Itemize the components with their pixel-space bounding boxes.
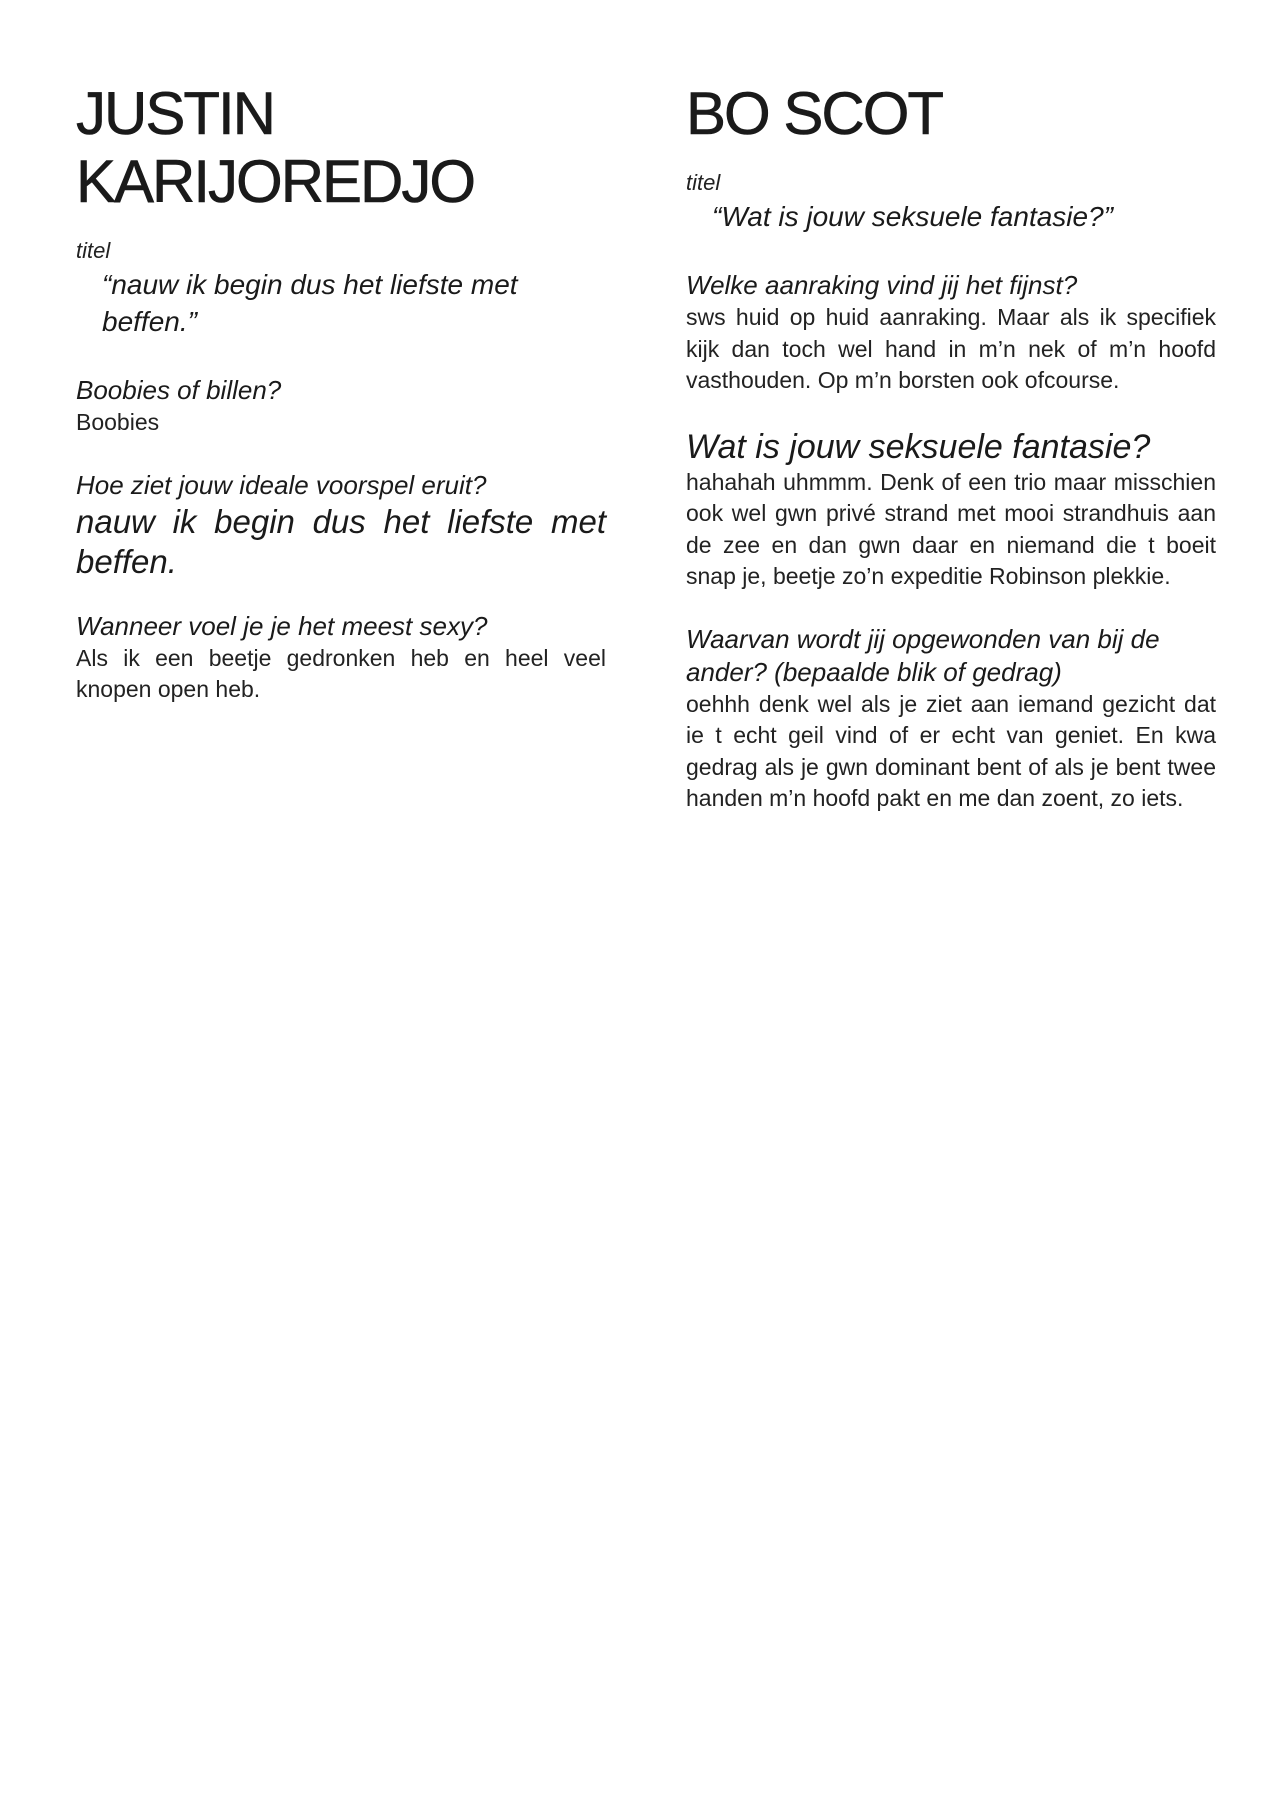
- person-name: JUSTIN KARIJOREDJO: [76, 80, 475, 215]
- qa-item: [686, 427, 1216, 593]
- qa-item: [76, 374, 606, 439]
- answer: oehhh denk wel als je ziet aan iemand gezicht dat ie t echt geil vind of er echt van geniet. En kwa gedrag als je gwn dominant bent of als je bent twee handen m’n hoofd pakt en me dan zoent, zo iets.: [686, 690, 1216, 811]
- answer: hahahah uhmmm. Denk of een trio maar misschien ook wel gwn privé strand met mooi strandhuis aan de zee en dan gwn daar en niemand die t boeit snap je, beetje zo’n expeditie Robinson plekkie.: [686, 468, 1216, 589]
- answer: Als ik een beetje gedronken heb en heel veel knopen open heb.: [76, 644, 606, 702]
- question: Welke aanraking vind jij het fijnst?: [686, 270, 1078, 300]
- left-column: [76, 80, 606, 706]
- title-quote: “nauw ik begin dus het liefste met beffen.”: [102, 269, 518, 337]
- answer: nauw ik begin dus het liefste met beffen.: [76, 502, 606, 580]
- question: Hoe ziet jouw ideale voorspel eruit?: [76, 469, 487, 500]
- answer: sws huid op huid aanraking. Maar als ik specifiek kijk dan toch wel hand in m’n nek of m’n hoofd vasthouden. Op m’n borsten ook ofcourse.: [686, 304, 1216, 393]
- question: Waarvan wordt jij opgewonden van bij de ander? (bepaalde blik of gedrag): [686, 623, 1160, 687]
- question: Boobies of billen?: [76, 375, 282, 405]
- question: Wanneer voel je je het meest sexy?: [76, 610, 488, 641]
- title-label: titel: [76, 238, 111, 263]
- title-quote: “Wat is jouw seksuele fantasie?”: [712, 201, 1113, 232]
- person-name: BO SCOT: [686, 80, 943, 147]
- qa-item: [76, 610, 606, 706]
- right-column: [686, 80, 1216, 815]
- question: Wat is jouw seksuele fantasie?: [686, 427, 1151, 466]
- qa-item: [76, 469, 606, 582]
- title-label: titel: [686, 170, 721, 195]
- qa-item: [686, 623, 1216, 815]
- answer: Boobies: [76, 409, 160, 435]
- qa-item: [686, 269, 1216, 397]
